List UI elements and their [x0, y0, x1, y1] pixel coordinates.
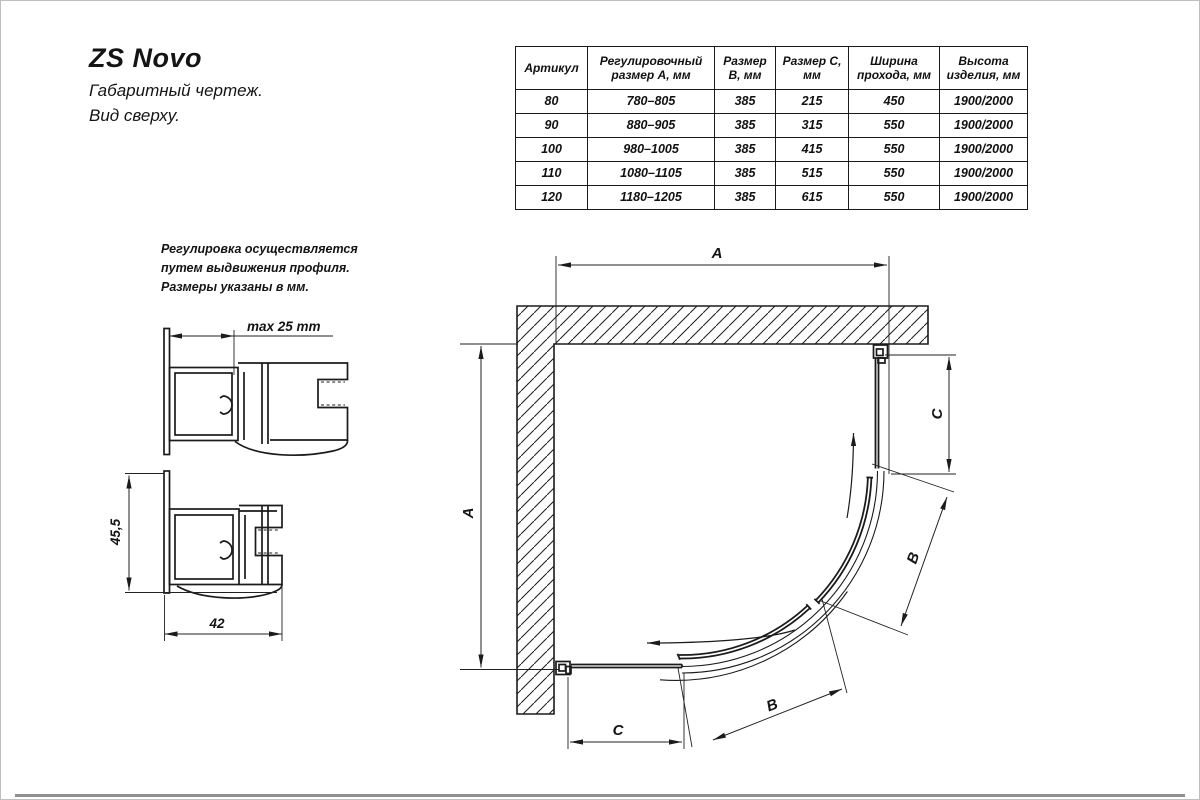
cell: 80: [516, 90, 588, 114]
cell: 1900/2000: [940, 162, 1028, 186]
subtitle-line-1: Габаритный чертеж.: [89, 81, 263, 100]
dim-label-a-left: A: [460, 507, 477, 519]
cell: 550: [849, 114, 940, 138]
cell: 550: [849, 162, 940, 186]
cell: 550: [849, 186, 940, 210]
curved-track-arcs: [660, 471, 884, 680]
arrow-up-icon: [847, 433, 854, 518]
dimension-a-top: [556, 245, 889, 474]
profile-section-bottom: [108, 471, 282, 641]
profile-section-top: [164, 319, 348, 455]
dim-label-b-lower: B: [764, 695, 781, 716]
technical-drawing: [1, 1, 1199, 799]
dimension-45-5: [108, 474, 277, 593]
dim-label-45-5: 45,5: [108, 518, 123, 546]
cell: 450: [849, 90, 940, 114]
cell: 980–1005: [588, 138, 715, 162]
cell: 550: [849, 138, 940, 162]
cell: 880–905: [588, 114, 715, 138]
product-title: ZS Novo: [89, 43, 203, 73]
dim-label-b-upper: B: [903, 550, 924, 567]
cell: 385: [715, 114, 776, 138]
cell: 120: [516, 186, 588, 210]
cell: 315: [776, 114, 849, 138]
dim-label-c-right: C: [929, 408, 946, 420]
header-pass-width: Ширина прохода, мм: [849, 47, 940, 90]
header-height: Высота изделия, мм: [940, 47, 1028, 90]
dimension-max-25: [169, 319, 333, 375]
door-direction-arrows: [647, 433, 854, 643]
dimension-b-upper: [821, 464, 954, 635]
cell: 615: [776, 186, 849, 210]
dim-label-42: 42: [209, 616, 225, 631]
cell: 1180–1205: [588, 186, 715, 210]
wall-profile-bottom: [556, 662, 571, 675]
cell: 100: [516, 138, 588, 162]
dim-label-c-bottom: C: [612, 722, 624, 739]
note-line-3: Размеры указаны в мм.: [161, 280, 309, 294]
cell: 515: [776, 162, 849, 186]
header-size-a: Регулировочный размер А, мм: [588, 47, 715, 90]
cell: 385: [715, 138, 776, 162]
dimension-42: [165, 563, 283, 641]
cell: 1900/2000: [940, 90, 1028, 114]
dimension-c-bottom: [568, 673, 684, 749]
dim-label-max-25: max 25 mm: [247, 319, 321, 334]
cell: 215: [776, 90, 849, 114]
dimension-c-right: [885, 355, 956, 474]
fixed-glass-panels: [571, 358, 879, 668]
cell: 780–805: [588, 90, 715, 114]
header-size-b: Размер В, мм: [715, 47, 776, 90]
cell: 1900/2000: [940, 186, 1028, 210]
cell: 110: [516, 162, 588, 186]
subtitle-line-2: Вид сверху.: [89, 106, 180, 125]
cell: 385: [715, 90, 776, 114]
cell: 1900/2000: [940, 138, 1028, 162]
note-line-1: Регулировка осуществляется: [161, 242, 358, 256]
cell: 90: [516, 114, 588, 138]
page-bottom-edge: [15, 794, 1185, 797]
cell: 415: [776, 138, 849, 162]
cell: 385: [715, 186, 776, 210]
cell: 1900/2000: [940, 114, 1028, 138]
header-articul: Артикул: [516, 47, 588, 90]
note-line-2: путем выдвижения профиля.: [161, 261, 350, 275]
cell: 1080–1105: [588, 162, 715, 186]
sliding-door-lower: [677, 604, 811, 660]
header-size-c: Размер С, мм: [776, 47, 849, 90]
dim-label-a-top: A: [711, 245, 723, 262]
wall-section: [517, 306, 928, 714]
cell: 385: [715, 162, 776, 186]
